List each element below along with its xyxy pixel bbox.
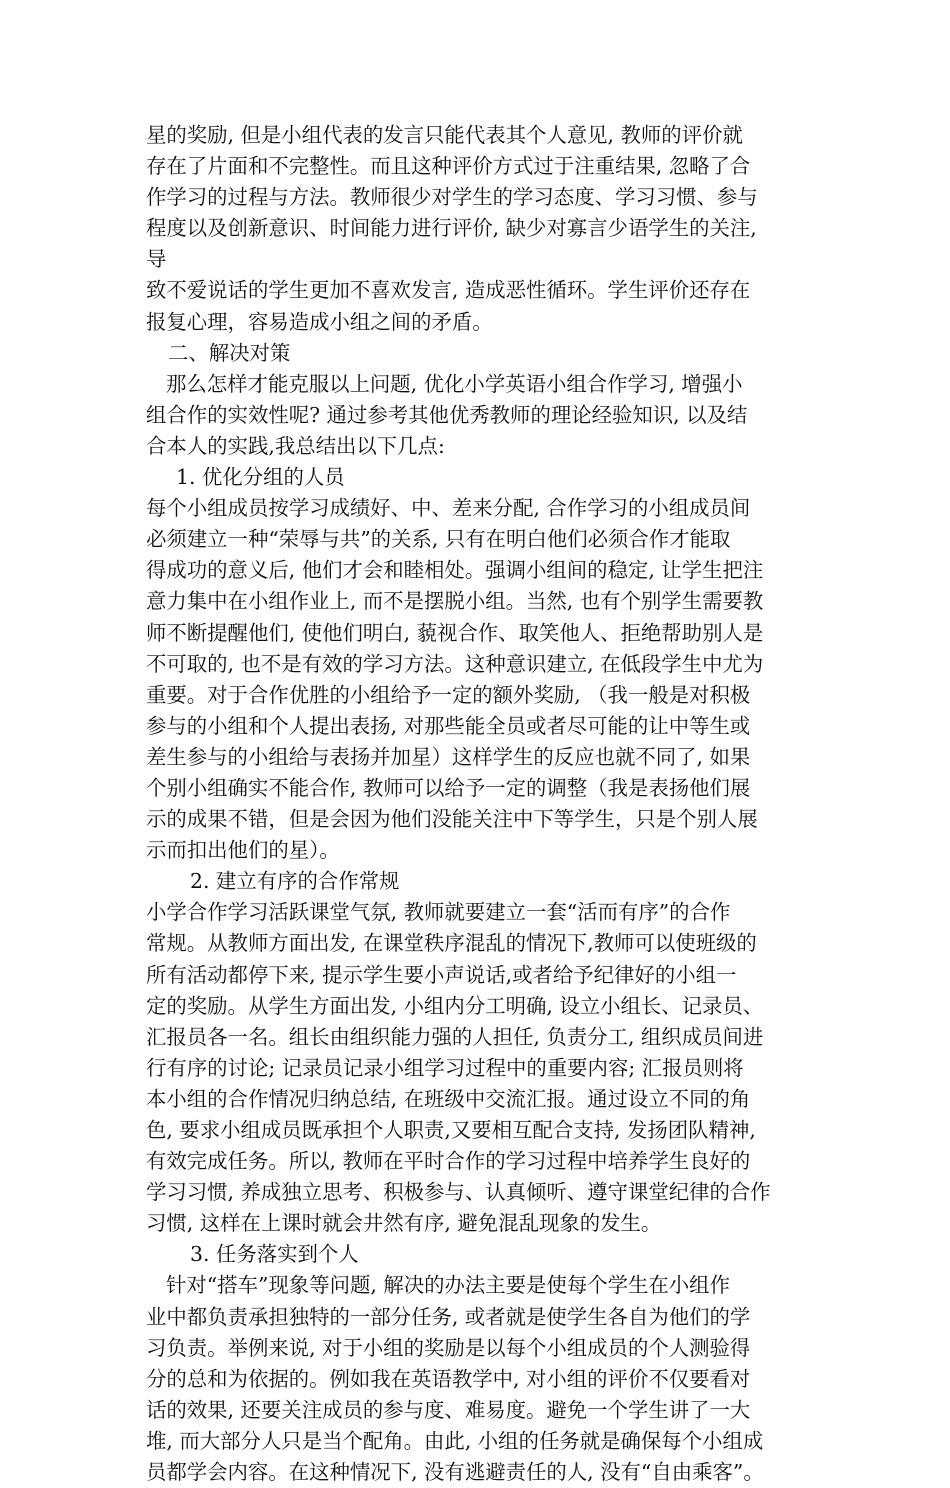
text-line: 小学合作学习活跃课堂气氛, 教师就要建立一套“活而有序”的合作 xyxy=(146,900,731,925)
text-line: 重要。对于合作优胜的小组给予一定的额外奖励, （我一般是对积极 xyxy=(146,682,751,707)
text-line: 导 xyxy=(146,247,167,272)
text-line: 每个小组成员按学习成绩好、中、差来分配, 合作学习的小组成员间 xyxy=(146,496,751,521)
text-line: 常规。从教师方面出发, 在课堂秩序混乱的情况下,教师可以使班级的 xyxy=(146,931,757,956)
text-line: 报复心理，容易造成小组之间的矛盾。 xyxy=(146,309,493,334)
text-line: 得成功的意义后, 他们才会和睦相处。强调小组间的稳定, 让学生把注 xyxy=(146,558,764,583)
text-line: 定的奖励。从学生方面出发, 小组内分工明确, 设立小组长、记录员、 xyxy=(146,993,764,1018)
text-line: 话的效果, 还要关注成员的参与度、难易度。避免一个学生讲了一大 xyxy=(146,1397,751,1422)
text-line: 本小组的合作情况归纳总结, 在班级中交流汇报。通过设立不同的角 xyxy=(146,1086,751,1111)
text-line: 作学习的过程与方法。教师很少对学生的学习态度、学习习惯、参与 xyxy=(146,185,758,210)
text-line: 员都学会内容。在这种情况下, 没有逃避责任的人, 没有“自由乘客”。 xyxy=(146,1460,764,1485)
paragraph-intro-solutions xyxy=(146,369,816,462)
text-line: 差生参与的小组给与表扬并加星）这样学生的反应也就不同了, 如果 xyxy=(146,744,751,769)
text-line: 有效完成任务。所以, 教师在平时合作的学习过程中培养学生良好的 xyxy=(146,1149,751,1174)
text-line: 必须建立一种“荣辱与共”的关系, 只有在明白他们必须合作才能取 xyxy=(146,527,731,552)
text-line: 存在了片面和不完整性。而且这种评价方式过于注重结果, 忽略了合 xyxy=(146,154,751,179)
text-line: 堆, 而大部分人只是当个配角。由此, 小组的任务就是确保每个小组成 xyxy=(146,1428,764,1453)
subsection-heading: 2. 建立有序的合作常规 xyxy=(190,869,400,894)
section-heading: 二、解决对策 xyxy=(168,340,291,365)
text-line: 学习习惯, 养成独立思考、积极参与、认真倾听、遵守课堂纪律的合作 xyxy=(146,1180,771,1205)
text-line: 不可取的, 也不是有效的学习方法。这种意识建立, 在低段学生中尤为 xyxy=(146,651,764,676)
text-line: 合本人的实践,我总结出以下几点: xyxy=(146,433,445,458)
text-line: 星的奖励, 但是小组代表的发言只能代表其个人意见, 教师的评价就 xyxy=(146,123,743,147)
paragraph-cooperation-rules xyxy=(146,897,816,1239)
text-line: 习负责。举例来说, 对于小组的奖励是以每个小组成员的个人测验得 xyxy=(146,1335,751,1360)
paragraph-evaluation-problems xyxy=(146,120,816,338)
paragraph-grouping xyxy=(146,493,816,866)
subsection-heading: 3. 任务落实到个人 xyxy=(190,1242,359,1267)
text-line: 意力集中在小组作业上, 而不是摆脱小组。当然, 也有个别学生需要教 xyxy=(146,589,764,614)
text-line: 致不爱说话的学生更加不喜欢发言, 造成恶性循环。学生评价还存在 xyxy=(146,278,751,303)
paragraph-task-assignment xyxy=(146,1270,816,1488)
text-line: 汇报员各一名。组长由组织能力强的人担任, 负责分工, 组织成员间进 xyxy=(146,1024,764,1049)
text-line: 个别小组确实不能合作, 教师可以给予一定的调整（我是表扬他们展 xyxy=(146,775,751,800)
text-line: 色, 要求小组成员既承担个人职责,又要相互配合支持, 发扬团队精神, xyxy=(146,1118,756,1142)
text-line: 分的总和为依据的。例如我在英语教学中, 对小组的评价不仅要看对 xyxy=(146,1366,751,1391)
text-line: 行有序的讨论; 记录员记录小组学习过程中的重要内容; 汇报员则将 xyxy=(146,1055,744,1080)
text-line: 示而扣出他们的星）。 xyxy=(146,838,340,863)
document-body xyxy=(146,120,816,1488)
text-line: 师不断提醒他们, 使他们明白, 藐视合作、取笑他人、拒绝帮助别人是 xyxy=(146,620,764,645)
text-line: 业中都负责承担独特的一部分任务, 或者就是使学生各自为他们的学 xyxy=(146,1304,751,1329)
text-line: 那么怎样才能克服以上问题, 优化小学英语小组合作学习, 增强小 xyxy=(166,371,743,396)
subsection-heading: 1. 优化分组的人员 xyxy=(176,465,345,490)
text-line: 程度以及创新意识、时间能力进行评价, 缺少对寡言少语学生的关注, xyxy=(146,216,757,241)
text-line: 针对“搭车”现象等问题, 解决的办法主要是使每个学生在小组作 xyxy=(166,1273,730,1298)
text-line: 示的成果不错，但是会因为他们没能关注中下等学生，只是个别人展 xyxy=(146,807,758,832)
text-line: 习惯, 这样在上课时就会井然有序, 避免混乱现象的发生。 xyxy=(146,1211,662,1236)
text-line: 所有活动都停下来, 提示学生要小声说话,或者给予纪律好的小组一 xyxy=(146,962,737,987)
text-line: 参与的小组和个人提出表扬, 对那些能全员或者尽可能的让中等生或 xyxy=(146,713,751,738)
text-line: 组合作的实效性呢? 通过参考其他优秀教师的理论经验知识, 以及结 xyxy=(146,402,748,427)
